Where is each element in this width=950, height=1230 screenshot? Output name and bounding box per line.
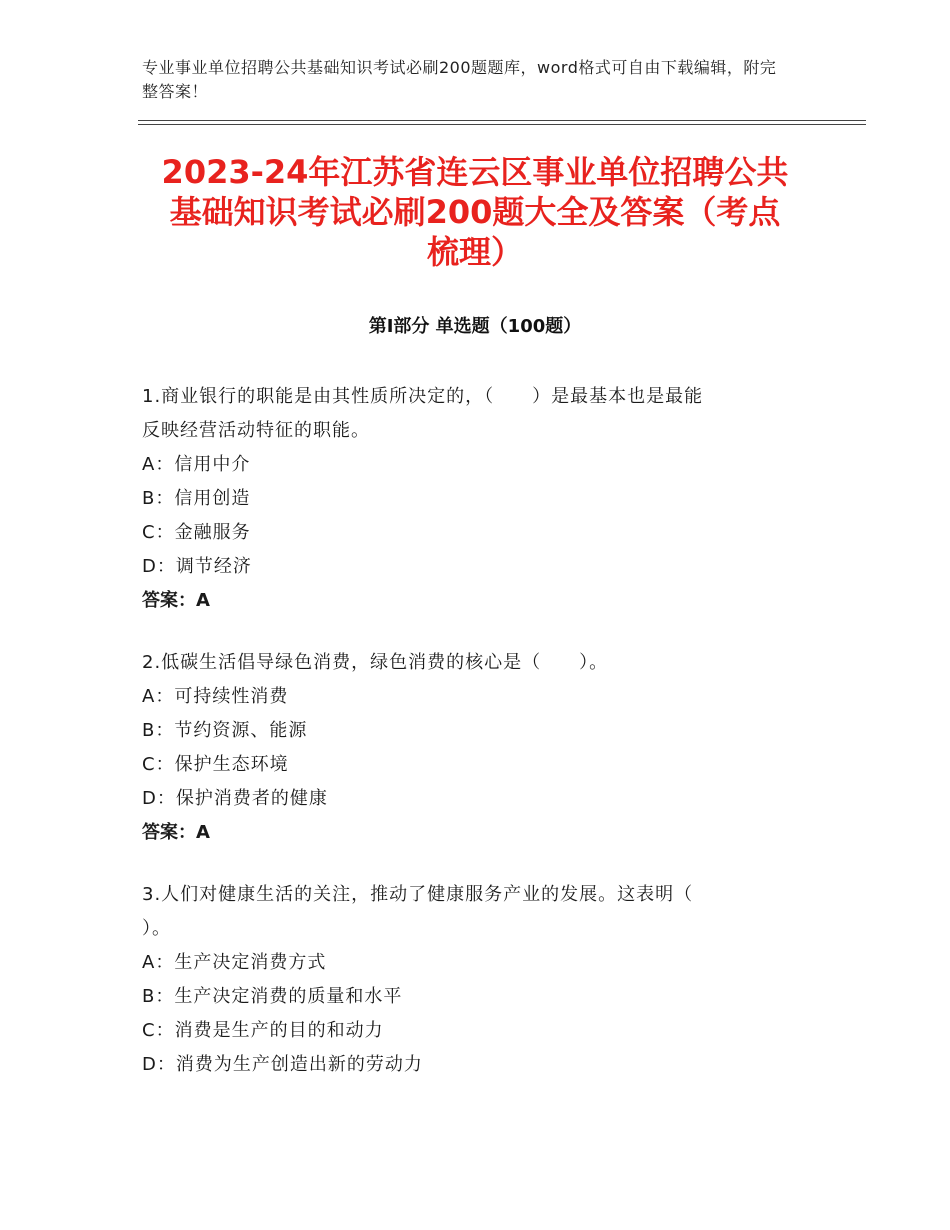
title-line-2: 基础知识考试必刷200题大全及答案（考点 bbox=[169, 193, 781, 231]
header-rule-top bbox=[138, 120, 866, 121]
answer: 答案：A bbox=[142, 590, 210, 611]
title-line-3: 梳理） bbox=[426, 233, 523, 271]
question-stem: 2.低碳生活倡导绿色消费，绿色消费的核心是（ ）。 bbox=[142, 652, 609, 673]
option-a: A：信用中介 bbox=[142, 454, 251, 475]
option-d: D：保护消费者的健康 bbox=[142, 788, 328, 809]
header-note: 专业事业单位招聘公共基础知识考试必刷200题题库，word格式可自由下载编辑，附完整答案！ bbox=[142, 58, 777, 101]
question-stem: 1.商业银行的职能是由其性质所决定的，（ ）是最基本也是最能 bbox=[142, 386, 704, 407]
option-b: B：节约资源、能源 bbox=[142, 720, 308, 741]
option-a: A：可持续性消费 bbox=[142, 686, 289, 707]
question-stem-continued: 反映经营活动特征的职能。 bbox=[142, 420, 370, 441]
question-2 bbox=[142, 646, 822, 850]
option-d: D：消费为生产创造出新的劳动力 bbox=[142, 1054, 423, 1075]
header-rule-bottom bbox=[138, 124, 866, 125]
option-a: A：生产决定消费方式 bbox=[142, 952, 327, 973]
question-3 bbox=[142, 878, 822, 1082]
option-b: B：生产决定消费的质量和水平 bbox=[142, 986, 403, 1007]
document-title bbox=[120, 152, 830, 272]
question-stem: 3.人们对健康生活的关注，推动了健康服务产业的发展。这表明（ bbox=[142, 884, 694, 905]
option-c: C：金融服务 bbox=[142, 522, 251, 543]
answer: 答案：A bbox=[142, 822, 210, 843]
option-d: D：调节经济 bbox=[142, 556, 252, 577]
question-stem-continued: ）。 bbox=[142, 918, 171, 939]
option-b: B：信用创造 bbox=[142, 488, 251, 509]
question-1 bbox=[142, 380, 822, 618]
option-c: C：消费是生产的目的和动力 bbox=[142, 1020, 384, 1041]
question-list bbox=[142, 380, 822, 1110]
section-title: 第Ⅰ部分 单选题（100题） bbox=[368, 316, 582, 337]
option-c: C：保护生态环境 bbox=[142, 754, 289, 775]
title-line-1: 2023-24年江苏省连云区事业单位招聘公共 bbox=[161, 153, 789, 191]
